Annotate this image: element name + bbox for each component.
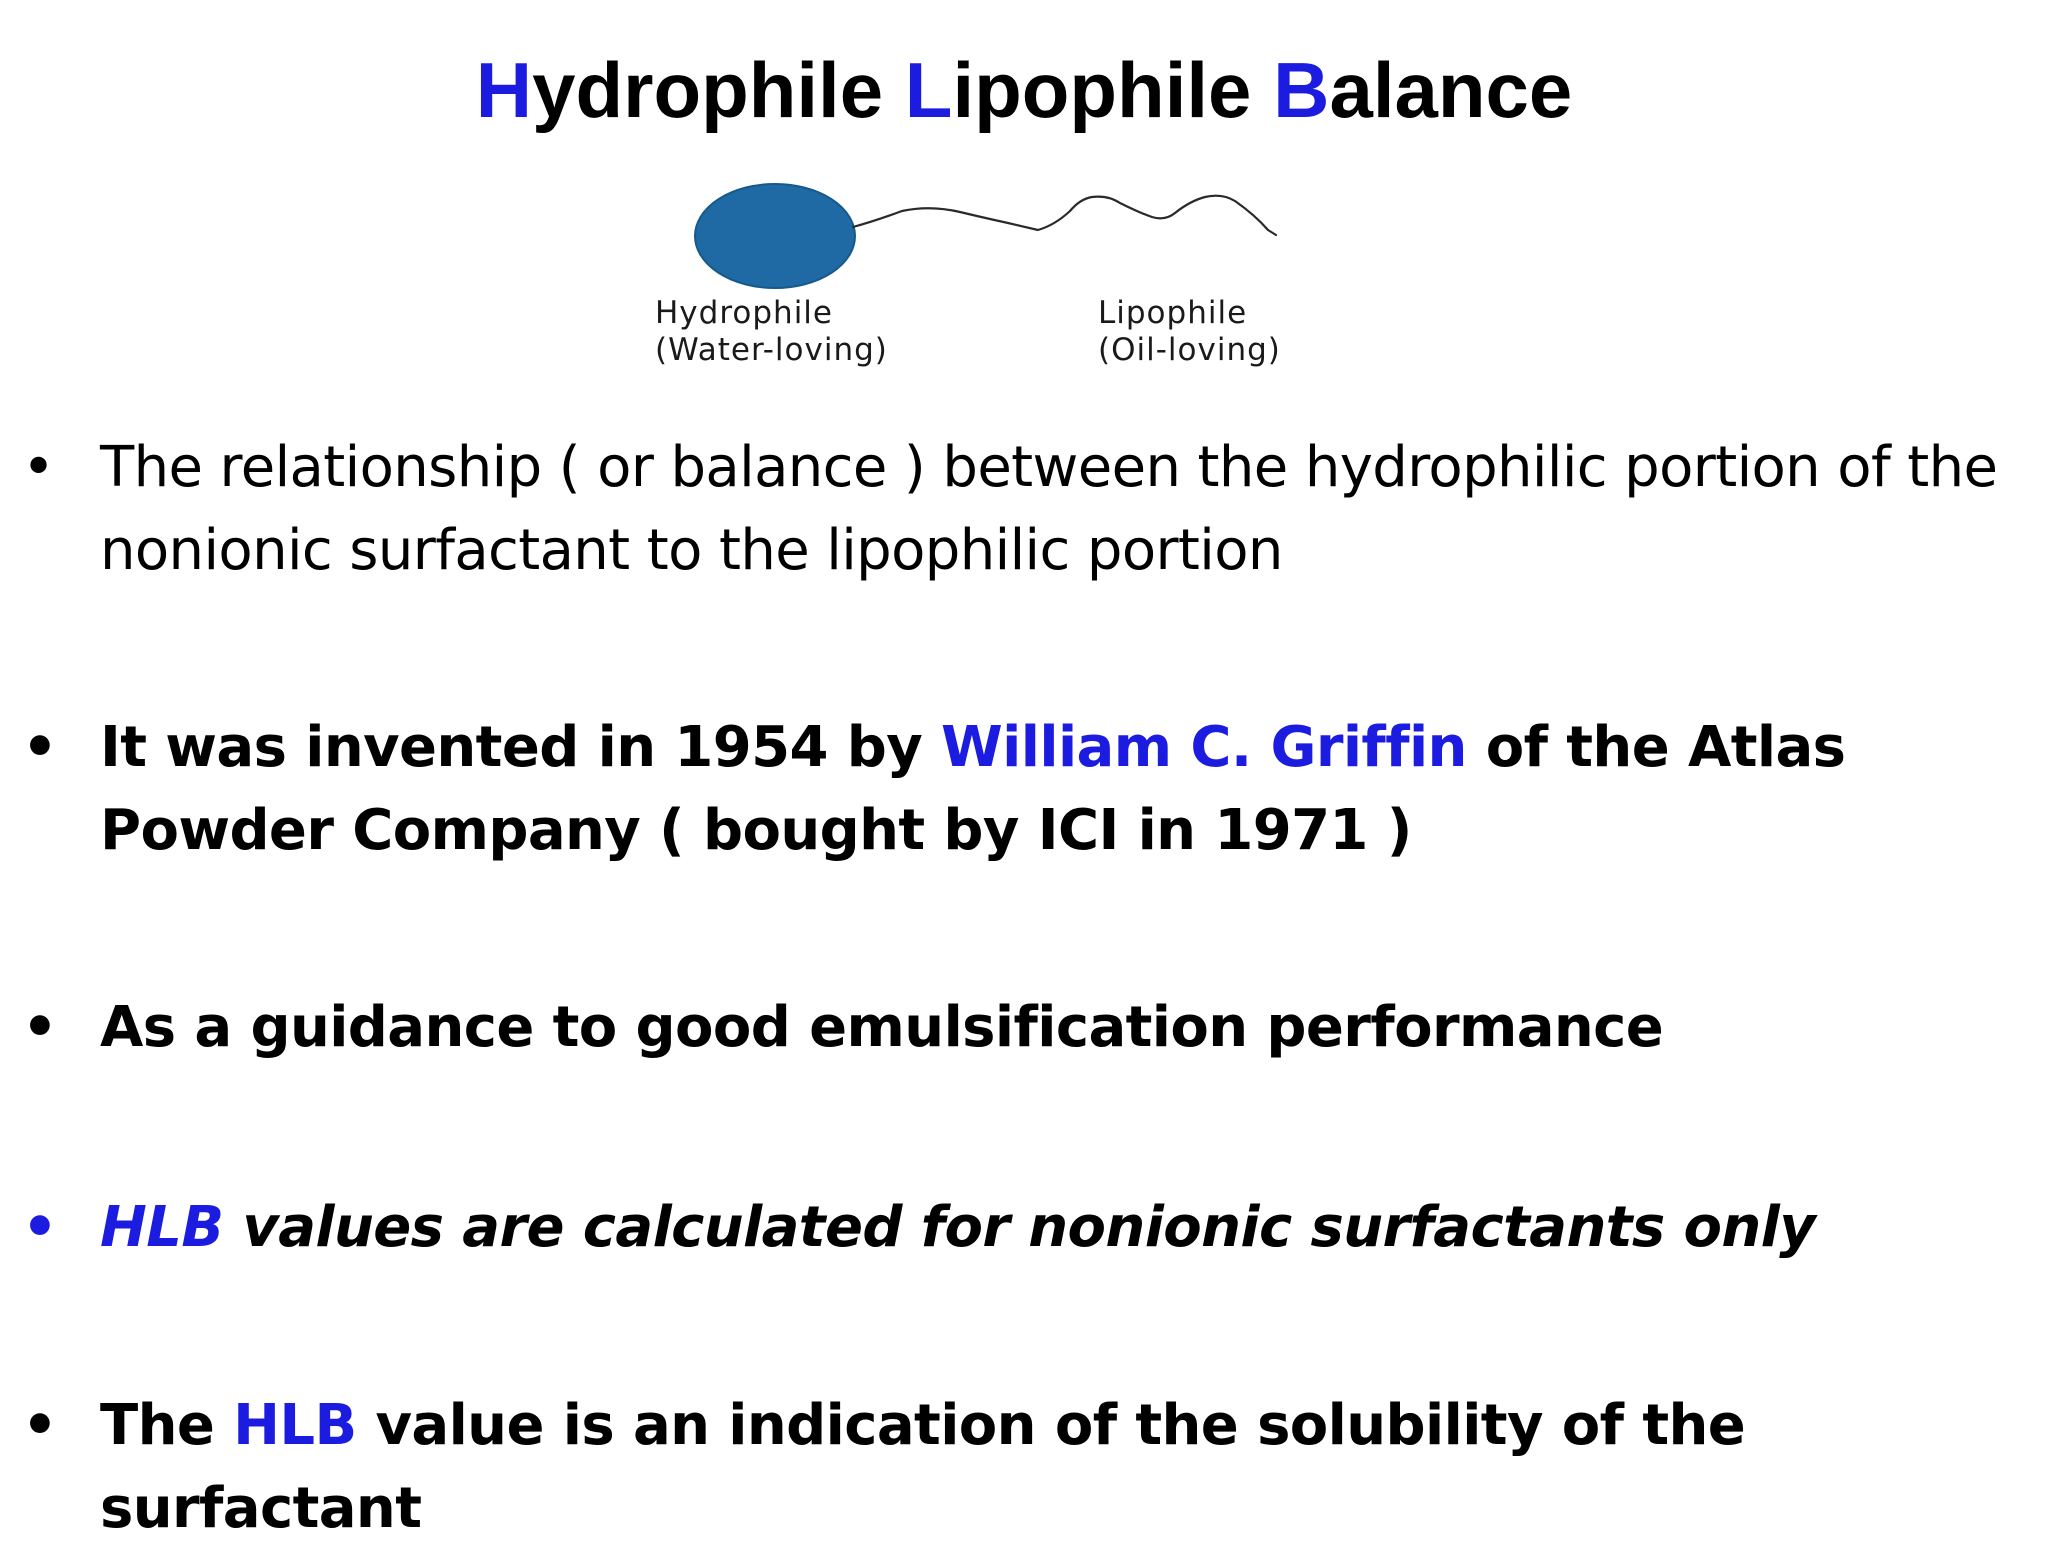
title-l-rest: ipophile: [952, 46, 1274, 134]
title-l-letter: L: [904, 46, 953, 134]
bullet-item-invention: [22, 706, 2012, 876]
lipophile-subtitle: (Oil-loving): [1098, 332, 1281, 368]
bullet-dot: •: [22, 435, 56, 500]
title-h-rest: ydrophile: [532, 46, 905, 134]
bullet-text: [100, 706, 2000, 872]
bullet-item-relationship: [22, 426, 2012, 596]
bullet-dot: •: [22, 995, 58, 1060]
lipophile-label: Lipophile: [1098, 295, 1248, 331]
surfactant-diagram: [640, 175, 1360, 375]
hlb-term: HLB: [233, 1393, 357, 1458]
bullet-text-post: value is an indication of the solubility of the surfactant: [100, 1393, 1746, 1541]
bullet-text: As a guidance to good emulsification performance: [100, 995, 1664, 1060]
title-h-letter: H: [475, 46, 533, 134]
bullet-text-rest: values are calculated for nonionic surfactants only: [223, 1195, 1816, 1260]
lipophilic-tail: [853, 196, 1276, 235]
hlb-term: HLB: [100, 1195, 224, 1260]
title-b-rest: alance: [1329, 46, 1573, 134]
inventor-name: William C. Griffin: [941, 715, 1467, 780]
hydrophile-label: Hydrophile: [655, 295, 833, 331]
bullet-dot: •: [22, 1393, 58, 1458]
slide-title: [0, 40, 2048, 140]
bullet-dot: •: [22, 1195, 58, 1260]
hydrophile-subtitle: (Water-loving): [655, 332, 888, 368]
bullet-item-hlb-nonionic: [22, 1186, 2012, 1271]
title-b-letter: B: [1273, 46, 1330, 134]
bullet-text: [100, 1186, 2000, 1269]
hydrophilic-head: [695, 184, 855, 288]
surfactant-molecule-illustration: [640, 175, 1360, 295]
bullet-text: [100, 1384, 2000, 1550]
bullet-text-pre: The: [100, 1393, 234, 1458]
bullet-item-guidance: [22, 986, 2012, 1071]
bullet-text: The relationship ( or balance ) between the hydrophilic portion of the nonionic surfactant to the lipophilic portion: [100, 435, 1998, 583]
bullet-dot: •: [22, 715, 58, 780]
bullet-text-pre: It was invented in 1954 by: [100, 715, 941, 780]
bullet-text-post: of the Atlas Powder Company ( bought by ICI in 1971 ): [100, 715, 1846, 863]
bullet-item-hlb-solubility: [22, 1384, 2012, 1541]
